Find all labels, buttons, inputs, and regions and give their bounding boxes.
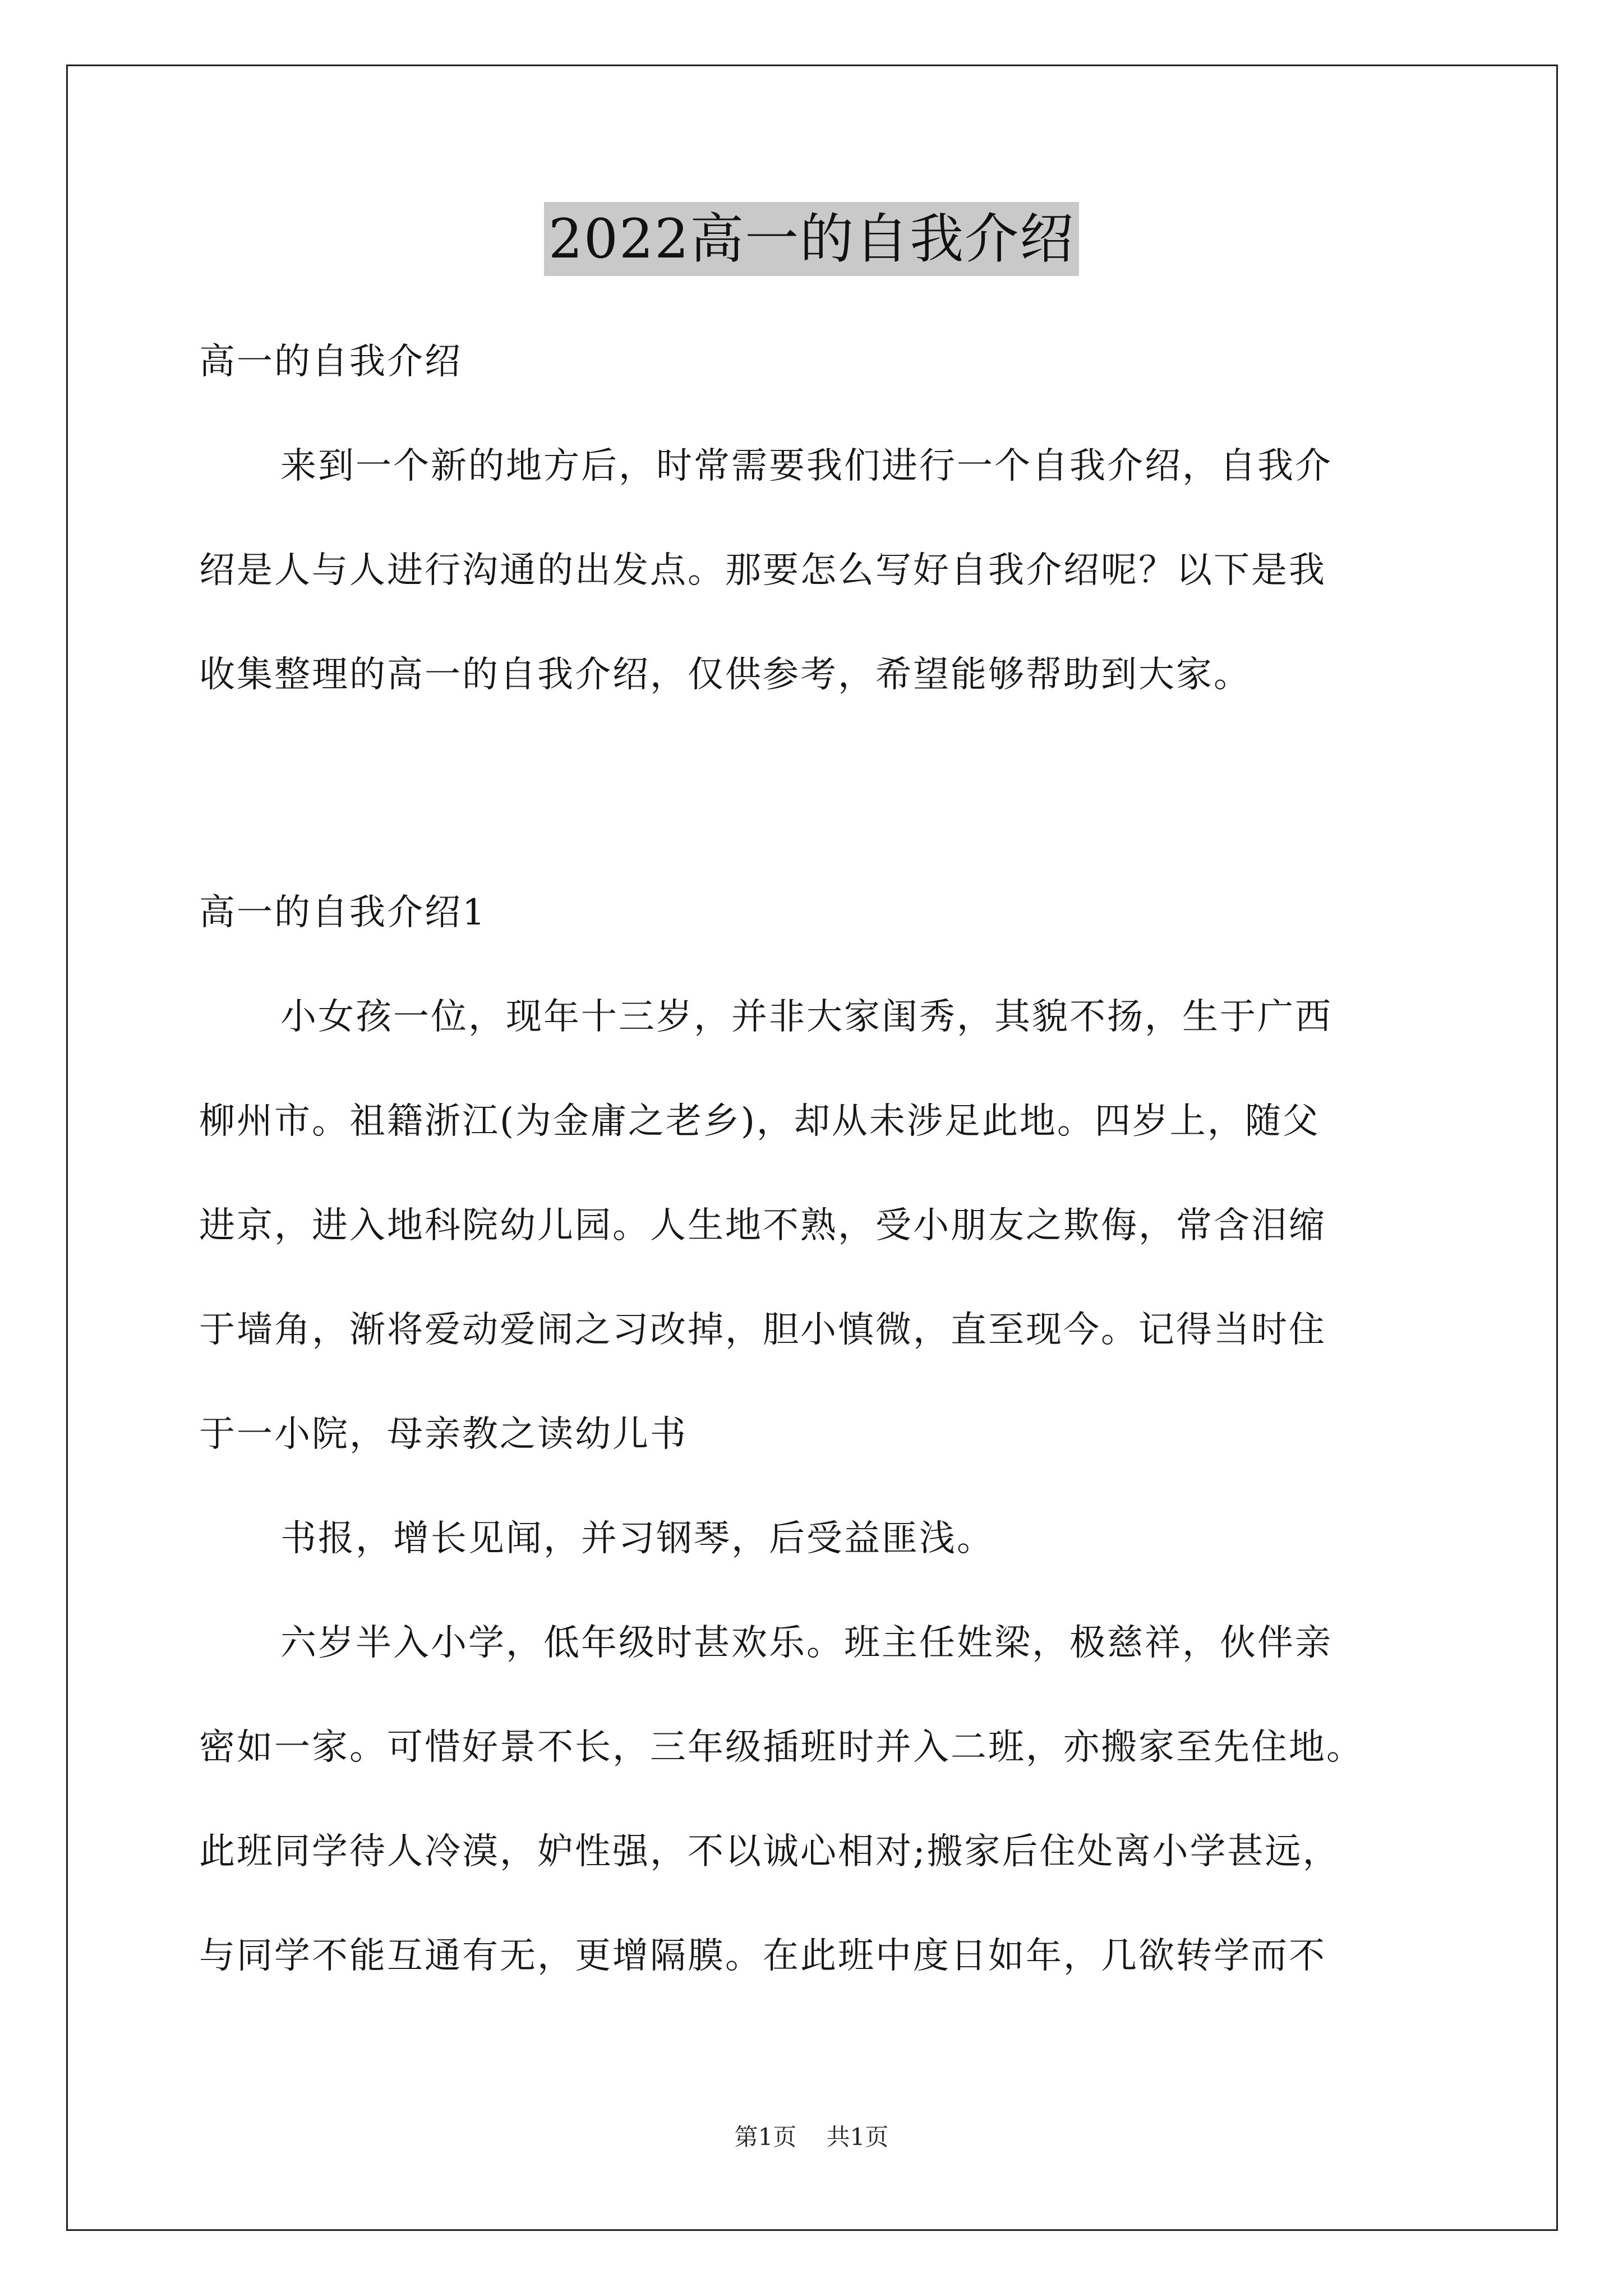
paragraph-line: 于墙角，渐将爱动爱闹之习改掉，胆小慎微，直至现今。记得当时住: [199, 1309, 1326, 1351]
paragraph-line: 六岁半入小学，低年级时甚欢乐。班主任姓梁，极慈祥，伙伴亲: [280, 1622, 1332, 1664]
section-heading: 高一的自我介绍: [199, 341, 462, 383]
page-footer: 第1页 共1页: [734, 2123, 889, 2151]
paragraph-line: 此班同学待人冷漠，妒性强，不以诚心相对;搬家后住处离小学甚远，: [199, 1831, 1340, 1872]
paragraph-line: 进京，进入地科院幼儿园。人生地不熟，受小朋友之欺侮，常含泪缩: [199, 1205, 1326, 1246]
paragraph-line: 书报，增长见闻，并习钢琴，后受益匪浅。: [280, 1518, 994, 1559]
paragraph-line: 与同学不能互通有无，更增隔膜。在此班中度日如年，几欲转学而不: [199, 1935, 1326, 1977]
paragraph-line: 绍是人与人进行沟通的出发点。那要怎么写好自我介绍呢？以下是我: [199, 550, 1326, 591]
paragraph-line: 密如一家。可惜好景不长，三年级插班时并入二班，亦搬家至先住地。: [199, 1727, 1364, 1768]
paragraph-line: 小女孩一位，现年十三岁，并非大家闺秀，其貌不扬，生于广西: [280, 996, 1332, 1038]
paragraph-line: 来到一个新的地方后，时常需要我们进行一个自我介绍，自我介: [280, 445, 1332, 487]
paragraph-line: 柳州市。祖籍浙江(为金庸之老乡)，却从未涉足此地。四岁上，随父: [199, 1101, 1320, 1142]
section-heading: 高一的自我介绍1: [199, 892, 487, 933]
title-container: [0, 202, 1623, 276]
paragraph-line: 于一小院，母亲教之读幼儿书: [199, 1414, 688, 1455]
paragraph-line: 收集整理的高一的自我介绍，仅供参考，希望能够帮助到大家。: [199, 654, 1251, 696]
document-title: 2022高一的自我介绍: [544, 202, 1079, 276]
page-border: [66, 65, 1558, 2231]
